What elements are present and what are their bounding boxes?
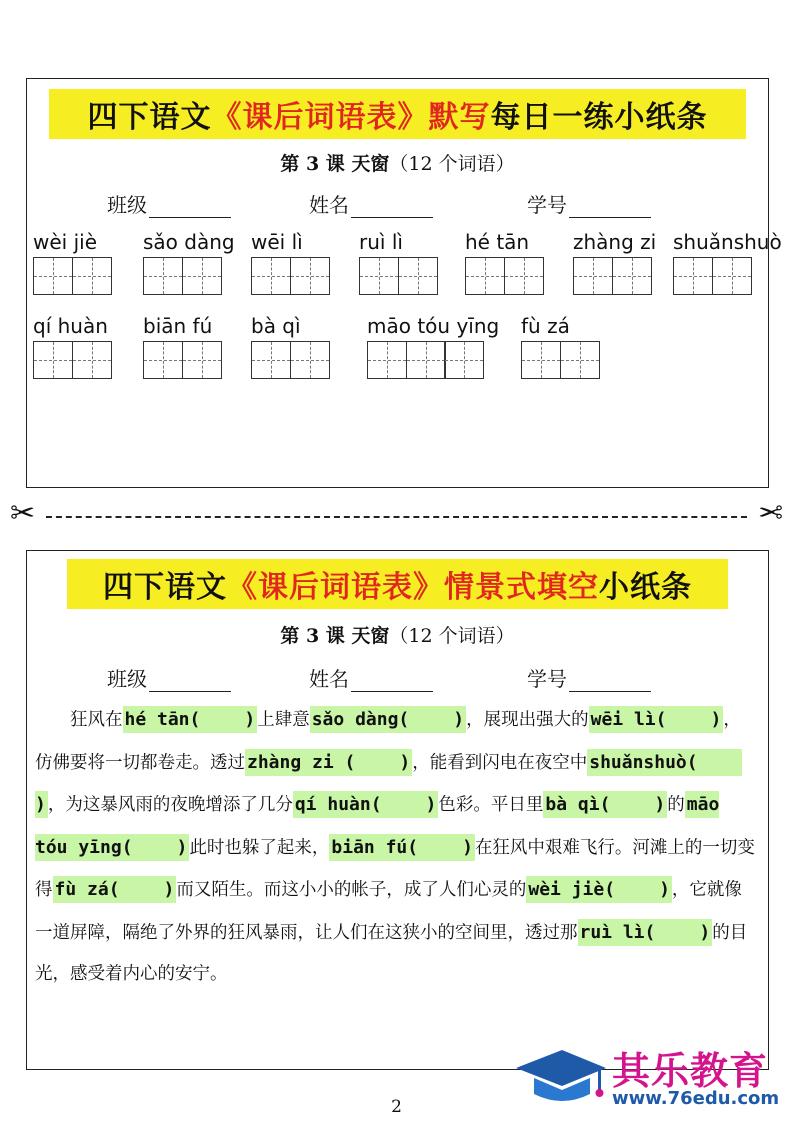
blank-pinyin: wēi lì [590, 709, 656, 730]
word-item [251, 229, 328, 295]
writing-box[interactable] [465, 257, 505, 295]
story-text: ，仿佛要将一切都卷走。透过 [35, 710, 741, 773]
pinyin-label: biān fú [143, 314, 213, 338]
scissors-icon: ✂ [757, 496, 783, 531]
pinyin-blank[interactable]: wēi lì( ) [589, 706, 724, 733]
dictation-card [26, 78, 782, 488]
class-label: 班级 [107, 667, 147, 691]
writing-box[interactable] [72, 341, 112, 379]
writing-box[interactable] [573, 257, 613, 295]
blank-pinyin: sǎo dàng [311, 709, 399, 730]
pinyin-blank[interactable]: biān fú( ) [329, 834, 475, 861]
writing-box[interactable] [251, 257, 291, 295]
student-id-label: 学号 [527, 193, 567, 217]
word-item [367, 313, 499, 379]
name-label: 姓名 [309, 193, 349, 217]
title-part-b: 《课后词语表》情景式填空 [227, 570, 599, 605]
pinyin-blank[interactable]: zhàng zi ( ) [245, 749, 412, 776]
pinyin-label: bà qì [251, 314, 301, 338]
writing-box[interactable] [182, 257, 222, 295]
pinyin-blank[interactable]: wèi jiè( ) [526, 876, 672, 903]
brand-url: www.76edu.com [612, 1088, 780, 1109]
pinyin-label: qí huàn [33, 314, 108, 338]
story-paragraph [35, 699, 758, 996]
pinyin-blank[interactable]: bà qì( ) [543, 791, 667, 818]
writing-box[interactable] [251, 341, 291, 379]
student-id-field[interactable] [527, 189, 651, 218]
pinyin-label: hé tān [465, 230, 530, 254]
blank-pinyin: shuǎnshuò [589, 751, 687, 773]
class-field[interactable] [107, 663, 231, 692]
pinyin-label: sǎo dàng [143, 230, 235, 254]
blank-pinyin: biān fú [331, 836, 408, 858]
card-title-banner [49, 89, 746, 139]
pinyin-blank[interactable]: shuǎnshuò() [35, 749, 742, 819]
fill-in-card [26, 550, 769, 1070]
story-text: ，它就像一道屏障，隔绝了外界的狂风暴雨，让人们在这狭小的空间里，透过那 [35, 880, 742, 943]
word-item [465, 229, 542, 295]
story-text: ，为这暴风雨的夜晚增添了几分 [47, 795, 293, 815]
scissors-icon: ✂ [10, 496, 36, 531]
story-text: 色彩。平日里 [438, 795, 544, 815]
story-text: 的目光，感受着内心的安宁。 [35, 922, 748, 984]
word-item [521, 313, 598, 379]
story-text: 上肆意 [257, 710, 310, 730]
blank-pinyin: ruì lì [579, 921, 645, 943]
writing-box[interactable] [712, 257, 752, 295]
card-title-banner [67, 559, 728, 609]
word-item [673, 229, 782, 295]
writing-box[interactable] [143, 257, 183, 295]
name-field[interactable] [309, 663, 433, 692]
writing-box[interactable] [33, 341, 73, 379]
blank-pinyin: bà qì [545, 794, 600, 815]
writing-box[interactable] [290, 257, 330, 295]
name-label: 姓名 [309, 667, 349, 691]
word-item [573, 229, 656, 295]
word-item [359, 229, 436, 295]
blank-pinyin: qí huàn [294, 794, 371, 815]
writing-box[interactable] [444, 341, 484, 379]
writing-box[interactable] [33, 257, 73, 295]
class-label: 班级 [107, 193, 147, 217]
writing-box[interactable] [521, 341, 561, 379]
writing-box[interactable] [290, 341, 330, 379]
writing-box[interactable] [406, 341, 446, 379]
pinyin-blank[interactable]: fù zá( ) [53, 876, 177, 903]
pinyin-label: māo tóu yīng [367, 314, 500, 338]
blank-pinyin: zhàng zi [247, 751, 345, 773]
brand-name: 其乐教育 [612, 1049, 769, 1093]
story-text: 在狂风中艰难飞行。河滩上的一切变得 [35, 837, 755, 900]
pinyin-label: zhàng zi [573, 230, 657, 254]
word-item [33, 313, 110, 379]
story-text: 此时也躲了起来， [189, 837, 330, 858]
cut-line [10, 496, 783, 531]
pinyin-blank[interactable]: qí huàn( ) [293, 791, 439, 818]
title-part-b: 《课后词语表》默写 [211, 100, 491, 135]
lesson-title: 第 3 课 天窗 [280, 153, 390, 175]
blank-pinyin: wèi jiè [528, 879, 605, 900]
story-text: 的 [667, 795, 685, 815]
word-item [251, 313, 328, 379]
pinyin-blank[interactable]: hé tān( ) [123, 706, 258, 733]
story-text: ，展现出强大的 [466, 710, 589, 730]
word-item [143, 229, 235, 295]
page-number: 2 [391, 1097, 402, 1117]
blank-pinyin: māo tóu yīng [35, 794, 720, 858]
pinyin-label: ruì lì [359, 230, 403, 254]
pinyin-label: fù zá [521, 314, 570, 338]
story-text: 而又陌生。而这小小的帐子，成了人们心灵的 [176, 880, 527, 900]
writing-box[interactable] [143, 341, 183, 379]
pinyin-label: shuǎnshuò [673, 230, 782, 254]
pinyin-blank[interactable]: ruì lì( ) [578, 919, 713, 946]
word-item [143, 313, 220, 379]
title-part-a: 四下语文 [103, 570, 227, 605]
writing-box[interactable] [398, 257, 438, 295]
pinyin-blank[interactable]: māo tóu yīng( ) [35, 791, 719, 861]
lesson-heading [27, 621, 768, 648]
story-text: 狂风在 [35, 710, 123, 730]
writing-box[interactable] [367, 341, 407, 379]
lesson-count: （12 个词语） [389, 625, 515, 647]
student-id-label: 学号 [527, 667, 567, 691]
blank-pinyin: fù zá [54, 879, 109, 900]
blank-pinyin: hé tān [124, 709, 190, 730]
lesson-count: （12 个词语） [389, 153, 515, 175]
pinyin-label: wèi jiè [33, 230, 97, 254]
lesson-heading [27, 149, 768, 176]
title-part-c: 小纸条 [599, 570, 692, 605]
writing-box[interactable] [673, 257, 713, 295]
name-field[interactable] [309, 189, 433, 218]
writing-box[interactable] [612, 257, 652, 295]
lesson-title: 第 3 课 天窗 [280, 625, 390, 647]
word-item [33, 229, 110, 295]
title-part-a: 四下语文 [87, 100, 212, 135]
writing-box[interactable] [504, 257, 544, 295]
writing-box[interactable] [182, 341, 222, 379]
writing-box[interactable] [359, 257, 399, 295]
student-id-field[interactable] [527, 663, 651, 692]
pinyin-blank[interactable]: sǎo dàng( ) [310, 706, 466, 733]
class-field[interactable] [107, 189, 231, 218]
story-text: ，能看到闪电在夜空中 [412, 752, 588, 773]
pinyin-label: wēi lì [251, 230, 303, 254]
title-part-c: 每日一练小纸条 [490, 100, 708, 135]
writing-box[interactable] [560, 341, 600, 379]
writing-box[interactable] [72, 257, 112, 295]
